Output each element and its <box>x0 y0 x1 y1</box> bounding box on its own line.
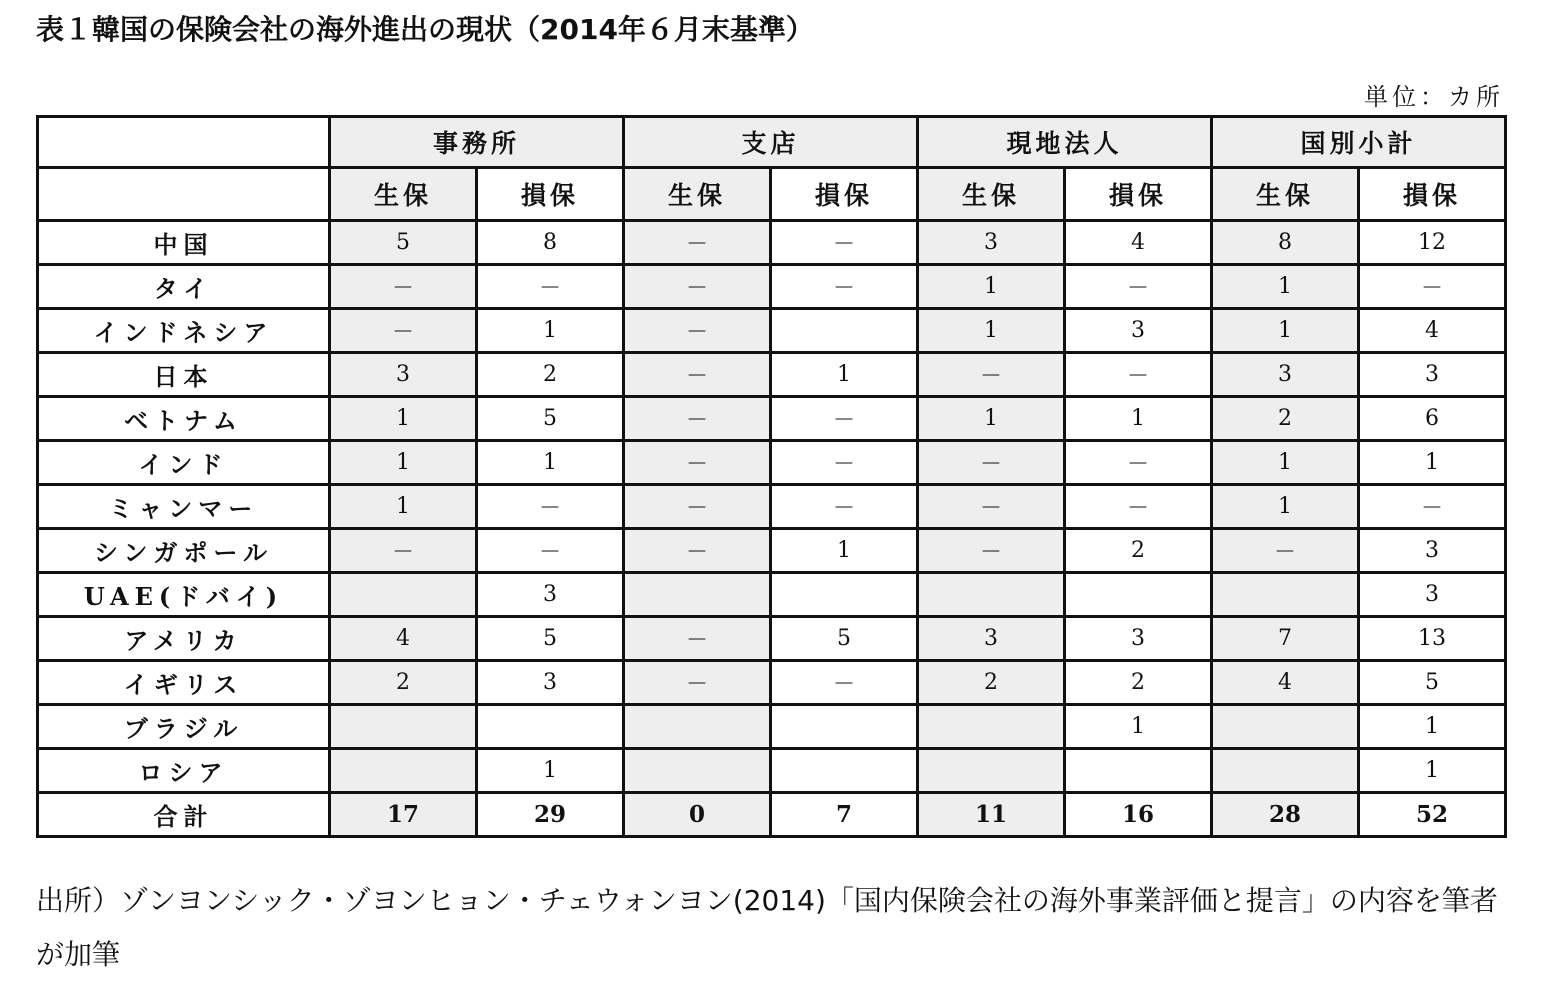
value-cell: 2 <box>477 353 624 397</box>
value-cell: 5 <box>771 617 918 661</box>
country-cell: タイ <box>38 265 330 309</box>
total-label: 合計 <box>38 793 330 837</box>
value-cell: － <box>771 397 918 441</box>
value-cell <box>624 573 771 617</box>
value-cell: 1 <box>918 397 1065 441</box>
value-cell: － <box>1065 353 1212 397</box>
value-cell <box>918 705 1065 749</box>
value-cell: 3 <box>477 661 624 705</box>
total-value-cell: 17 <box>330 793 477 837</box>
value-cell: 3 <box>1359 573 1506 617</box>
sub-header: 損保 <box>477 168 624 221</box>
value-cell: 4 <box>330 617 477 661</box>
sub-header: 損保 <box>1359 168 1506 221</box>
value-cell <box>624 705 771 749</box>
value-cell: 1 <box>330 397 477 441</box>
table-row <box>38 397 1506 441</box>
corner-cell <box>38 117 330 168</box>
table-row <box>38 617 1506 661</box>
unit-label: 単位：カ所 <box>1364 83 1504 111</box>
total-value-cell: 0 <box>624 793 771 837</box>
table-row <box>38 441 1506 485</box>
table-row <box>38 309 1506 353</box>
value-cell <box>330 705 477 749</box>
value-cell: 2 <box>1065 529 1212 573</box>
value-cell: 4 <box>1359 309 1506 353</box>
group-header: 国別小計 <box>1212 117 1506 168</box>
source-note: 出所）ゾンヨンシック・ゾヨンヒョン・チェウォンヨン(2014)「国内保険会社の海外事業評価と提言」の内容を筆者が加筆 <box>36 884 1498 971</box>
total-value-cell: 29 <box>477 793 624 837</box>
value-cell: － <box>330 309 477 353</box>
country-cell: アメリカ <box>38 617 330 661</box>
value-cell: 1 <box>771 529 918 573</box>
value-cell: － <box>1359 265 1506 309</box>
value-cell: 1 <box>477 749 624 793</box>
value-cell: 7 <box>1212 617 1359 661</box>
group-header: 支店 <box>624 117 918 168</box>
value-cell: － <box>1065 265 1212 309</box>
country-cell: インドネシア <box>38 309 330 353</box>
total-row <box>38 793 1506 837</box>
value-cell: 13 <box>1359 617 1506 661</box>
country-cell: ミャンマー <box>38 485 330 529</box>
value-cell: － <box>771 221 918 265</box>
value-cell: 3 <box>918 617 1065 661</box>
value-cell: 4 <box>1065 221 1212 265</box>
value-cell: 2 <box>918 661 1065 705</box>
value-cell: 1 <box>1359 749 1506 793</box>
country-cell: UAE(ドバイ) <box>38 573 330 617</box>
value-cell: 5 <box>477 617 624 661</box>
table-row <box>38 529 1506 573</box>
value-cell <box>1212 573 1359 617</box>
value-cell: 1 <box>477 309 624 353</box>
value-cell <box>330 573 477 617</box>
value-cell <box>771 705 918 749</box>
table-row <box>38 573 1506 617</box>
total-value-cell: 16 <box>1065 793 1212 837</box>
value-cell: 2 <box>1212 397 1359 441</box>
value-cell: 2 <box>330 661 477 705</box>
sub-header: 生保 <box>918 168 1065 221</box>
value-cell: 6 <box>1359 397 1506 441</box>
value-cell: 3 <box>1065 309 1212 353</box>
sub-header: 損保 <box>771 168 918 221</box>
value-cell: 3 <box>1065 617 1212 661</box>
value-cell: － <box>918 353 1065 397</box>
value-cell: － <box>771 661 918 705</box>
value-cell: 1 <box>330 485 477 529</box>
sub-header: 生保 <box>624 168 771 221</box>
value-cell: 1 <box>918 309 1065 353</box>
sub-header: 損保 <box>1065 168 1212 221</box>
value-cell: 1 <box>1212 441 1359 485</box>
value-cell: 1 <box>771 353 918 397</box>
table-row <box>38 485 1506 529</box>
value-cell: － <box>1065 441 1212 485</box>
value-cell: 12 <box>1359 221 1506 265</box>
value-cell: － <box>330 529 477 573</box>
value-cell: － <box>624 441 771 485</box>
group-header-row <box>38 117 1506 168</box>
value-cell: － <box>624 661 771 705</box>
table-title: 表１韓国の保険会社の海外進出の現状（2014年６月末基準） <box>36 13 814 46</box>
value-cell <box>1065 749 1212 793</box>
country-cell: シンガポール <box>38 529 330 573</box>
country-cell: 日本 <box>38 353 330 397</box>
value-cell: － <box>1212 529 1359 573</box>
value-cell: 1 <box>1212 309 1359 353</box>
table-row <box>38 705 1506 749</box>
value-cell: － <box>771 485 918 529</box>
value-cell: 5 <box>330 221 477 265</box>
value-cell: － <box>624 397 771 441</box>
value-cell <box>918 573 1065 617</box>
table-row <box>38 265 1506 309</box>
value-cell <box>771 573 918 617</box>
value-cell <box>624 749 771 793</box>
group-header: 現地法人 <box>918 117 1212 168</box>
value-cell: － <box>477 485 624 529</box>
value-cell: － <box>477 265 624 309</box>
value-cell: 1 <box>1359 441 1506 485</box>
value-cell: － <box>624 485 771 529</box>
value-cell: － <box>330 265 477 309</box>
value-cell: － <box>1065 485 1212 529</box>
group-header: 事務所 <box>330 117 624 168</box>
value-cell: － <box>624 309 771 353</box>
value-cell: － <box>624 221 771 265</box>
total-value-cell: 11 <box>918 793 1065 837</box>
value-cell: 4 <box>1212 661 1359 705</box>
table-row <box>38 661 1506 705</box>
total-value-cell: 52 <box>1359 793 1506 837</box>
sub-header-row <box>38 168 1506 221</box>
value-cell <box>1212 749 1359 793</box>
country-cell: イギリス <box>38 661 330 705</box>
value-cell: 5 <box>1359 661 1506 705</box>
country-cell: ベトナム <box>38 397 330 441</box>
total-value-cell: 7 <box>771 793 918 837</box>
value-cell: 3 <box>918 221 1065 265</box>
value-cell: － <box>624 353 771 397</box>
value-cell: 3 <box>477 573 624 617</box>
value-cell <box>1065 573 1212 617</box>
value-cell: 1 <box>330 441 477 485</box>
country-cell: 中国 <box>38 221 330 265</box>
value-cell: 3 <box>1359 353 1506 397</box>
value-cell <box>771 749 918 793</box>
value-cell: 1 <box>1065 705 1212 749</box>
value-cell: － <box>771 265 918 309</box>
value-cell <box>771 309 918 353</box>
value-cell: 2 <box>1065 661 1212 705</box>
value-cell: － <box>1359 485 1506 529</box>
value-cell: 1 <box>1359 705 1506 749</box>
value-cell: 1 <box>477 441 624 485</box>
table-row <box>38 353 1506 397</box>
value-cell: 1 <box>1212 485 1359 529</box>
value-cell: － <box>918 441 1065 485</box>
value-cell: － <box>918 485 1065 529</box>
value-cell: 3 <box>330 353 477 397</box>
value-cell: 3 <box>1359 529 1506 573</box>
value-cell: 3 <box>1212 353 1359 397</box>
value-cell: － <box>918 529 1065 573</box>
country-cell: ブラジル <box>38 705 330 749</box>
value-cell <box>1212 705 1359 749</box>
country-cell: ロシア <box>38 749 330 793</box>
value-cell: － <box>624 265 771 309</box>
total-value-cell: 28 <box>1212 793 1359 837</box>
value-cell: － <box>771 441 918 485</box>
sub-header: 生保 <box>330 168 477 221</box>
value-cell: 8 <box>1212 221 1359 265</box>
sub-header: 生保 <box>1212 168 1359 221</box>
value-cell <box>330 749 477 793</box>
value-cell: 8 <box>477 221 624 265</box>
value-cell: 1 <box>1065 397 1212 441</box>
value-cell: － <box>624 529 771 573</box>
value-cell <box>918 749 1065 793</box>
value-cell: － <box>624 617 771 661</box>
table-row <box>38 749 1506 793</box>
value-cell: 1 <box>1212 265 1359 309</box>
country-cell: インド <box>38 441 330 485</box>
value-cell: 5 <box>477 397 624 441</box>
table-row <box>38 221 1506 265</box>
data-table <box>36 115 1507 838</box>
value-cell <box>477 705 624 749</box>
value-cell: － <box>477 529 624 573</box>
corner-cell <box>38 168 330 221</box>
value-cell: 1 <box>918 265 1065 309</box>
